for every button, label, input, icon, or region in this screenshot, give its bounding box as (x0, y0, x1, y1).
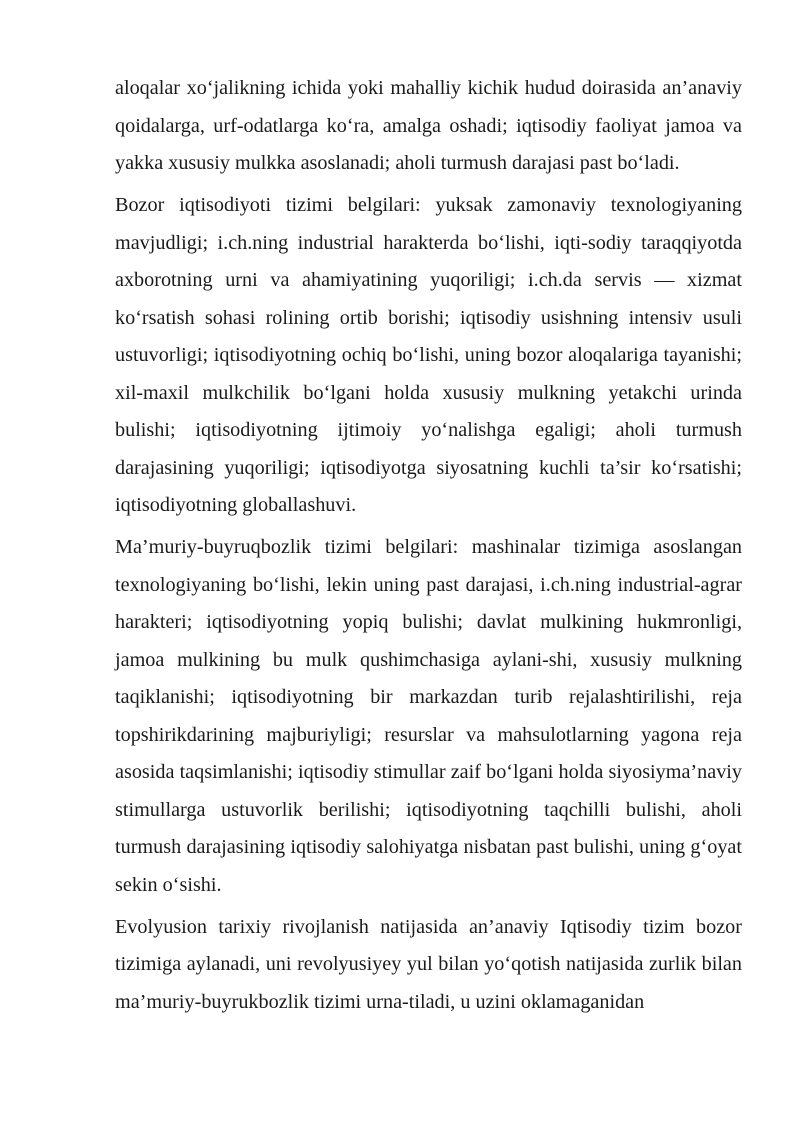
paragraph-command-economy-features: Ma’muriy-buyruqbozlik tizimi belgilari: mashinalar tizimiga asoslangan texnologiyaning bo‘lishi, lekin uning past darajasi, i.ch.ning industrial-agrar harakteri; iqtisodiyotning yopiq bulishi; davlat mulkining hukmronligi, jamoa mulkining bu mulk qushimchasiga aylani-shi, xususiy mulkning taqiklanishi; iqtisodiyotning bir markazdan turib rejalashtirilishi, reja topshirikdarining majburiyligi; resurslar va mahsulotlarning yagona reja asosida taqsimlanishi; iqtisodiy stimullar zaif bo‘lgani holda siyosiyma’naviy stimullarga ustuvorlik berilishi; iqtisodiyotning taqchilli bulishi, aholi turmush darajasining iqtisodiy salohiyatga nisbatan past bulishi, uning g‘oyat sekin o‘sishi. (115, 536, 742, 896)
paragraph-market-economy-features: Bozor iqtisodiyoti tizimi belgilari: yuksak zamonaviy texnologiyaning mavjudligi; i.ch.ning industrial harakterda bo‘lishi, iqti-sodiy taraqqiyotda axborotning urni va ahamiyatining yuqoriligi; i.ch.da servis — xizmat ko‘rsatish sohasi rolining ortib borishi; iqtisodiy usishning intensiv usuli ustuvorligi; iqtisodiyotning ochiq bo‘lishi, uning bozor aloqalariga tayanishi; xil-maxil mulkchilik bo‘lgani holda xususiy mulkning yetakchi urinda bulishi; iqtisodiyotning ijtimoiy yo‘nalishga egaligi; aholi turmush darajasining yuqoriligi; iqtisodiyotga siyosatning kuchli ta’sir ko‘rsatishi; iqtisodiyotning globallashuvi. (115, 194, 742, 516)
paragraph-evolution: Evolyusion tarixiy rivojlanish natijasida an’anaviy Iqtisodiy tizim bozor tizimiga aylanadi, uni revolyusiyey yul bilan yo‘qotish natijasida zurlik bilan ma’muriy-buyrukbozlik tizimi urna-tiladi, u uzini oklamaganidan (115, 915, 742, 1013)
paragraph-traditional-economy-end: aloqalar xo‘jalikning ichida yoki mahalliy kichik hudud doirasida an’anaviy qoidalarga, urf-odatlarga ko‘ra, amalga oshadi; iqtisodiy faoliyat jamoa va yakka xususiy mulkka asoslanadi; aholi turmush darajasi past bo‘ladi. (115, 77, 742, 174)
document-page (115, 70, 742, 1026)
